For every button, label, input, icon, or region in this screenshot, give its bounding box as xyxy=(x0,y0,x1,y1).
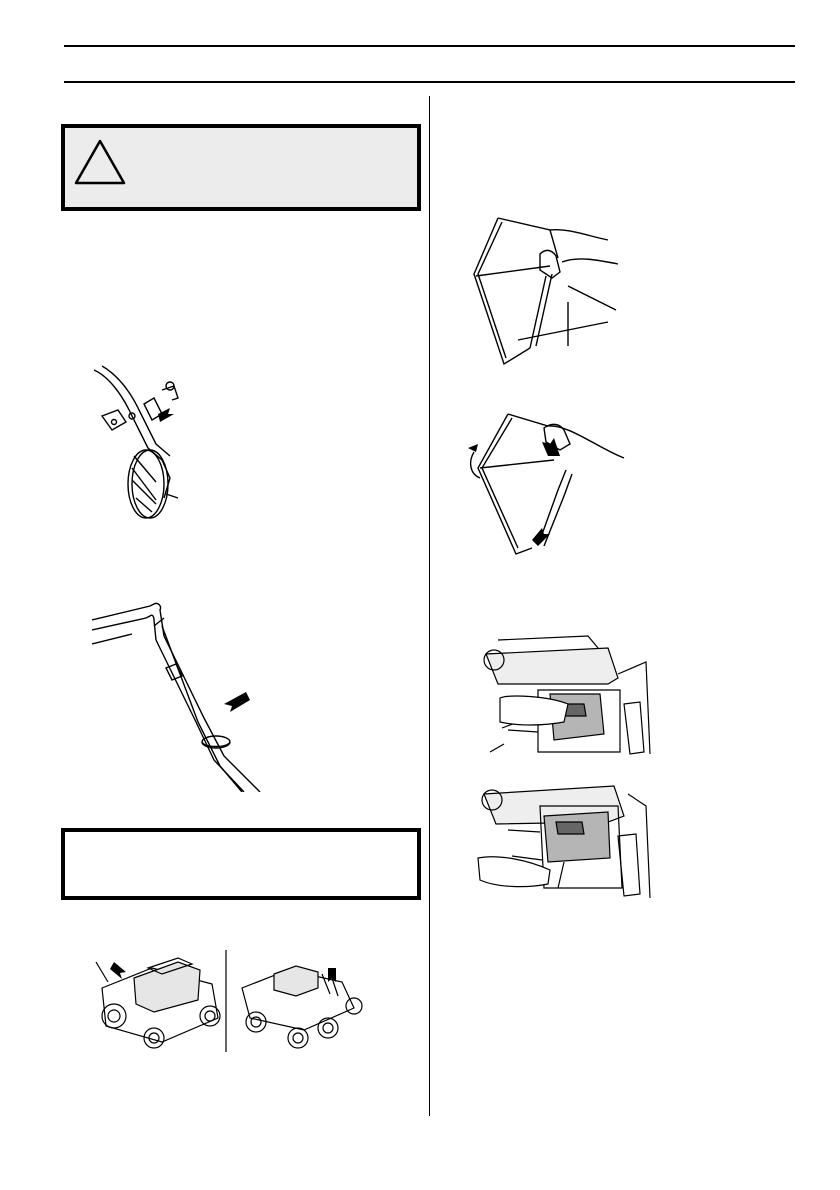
handle-bolt-figure xyxy=(88,364,198,524)
battery-insert-figure xyxy=(468,634,658,756)
handle-cable-clip-illustration xyxy=(92,596,292,792)
mower-height-levers-illustration xyxy=(92,948,382,1052)
grass-bag-frame-illustration xyxy=(468,210,628,368)
battery-insert-illustration xyxy=(468,634,658,756)
header-rule-bottom xyxy=(64,81,795,83)
header-rule-top xyxy=(64,45,795,47)
wheel-handle-bolt-illustration xyxy=(88,364,198,524)
grass-bag-clip-figure xyxy=(468,408,628,558)
note-box xyxy=(61,828,421,900)
battery-latch-figure xyxy=(468,776,658,906)
warning-box xyxy=(61,124,421,211)
warning-triangle-icon xyxy=(73,138,127,188)
height-adjust-figure xyxy=(92,948,382,1052)
column-divider xyxy=(429,96,430,1116)
battery-latch-illustration xyxy=(468,776,658,906)
cable-clip-figure xyxy=(92,596,292,792)
grass-bag-frame-figure xyxy=(468,210,628,368)
grass-bag-clip-illustration xyxy=(468,408,628,558)
